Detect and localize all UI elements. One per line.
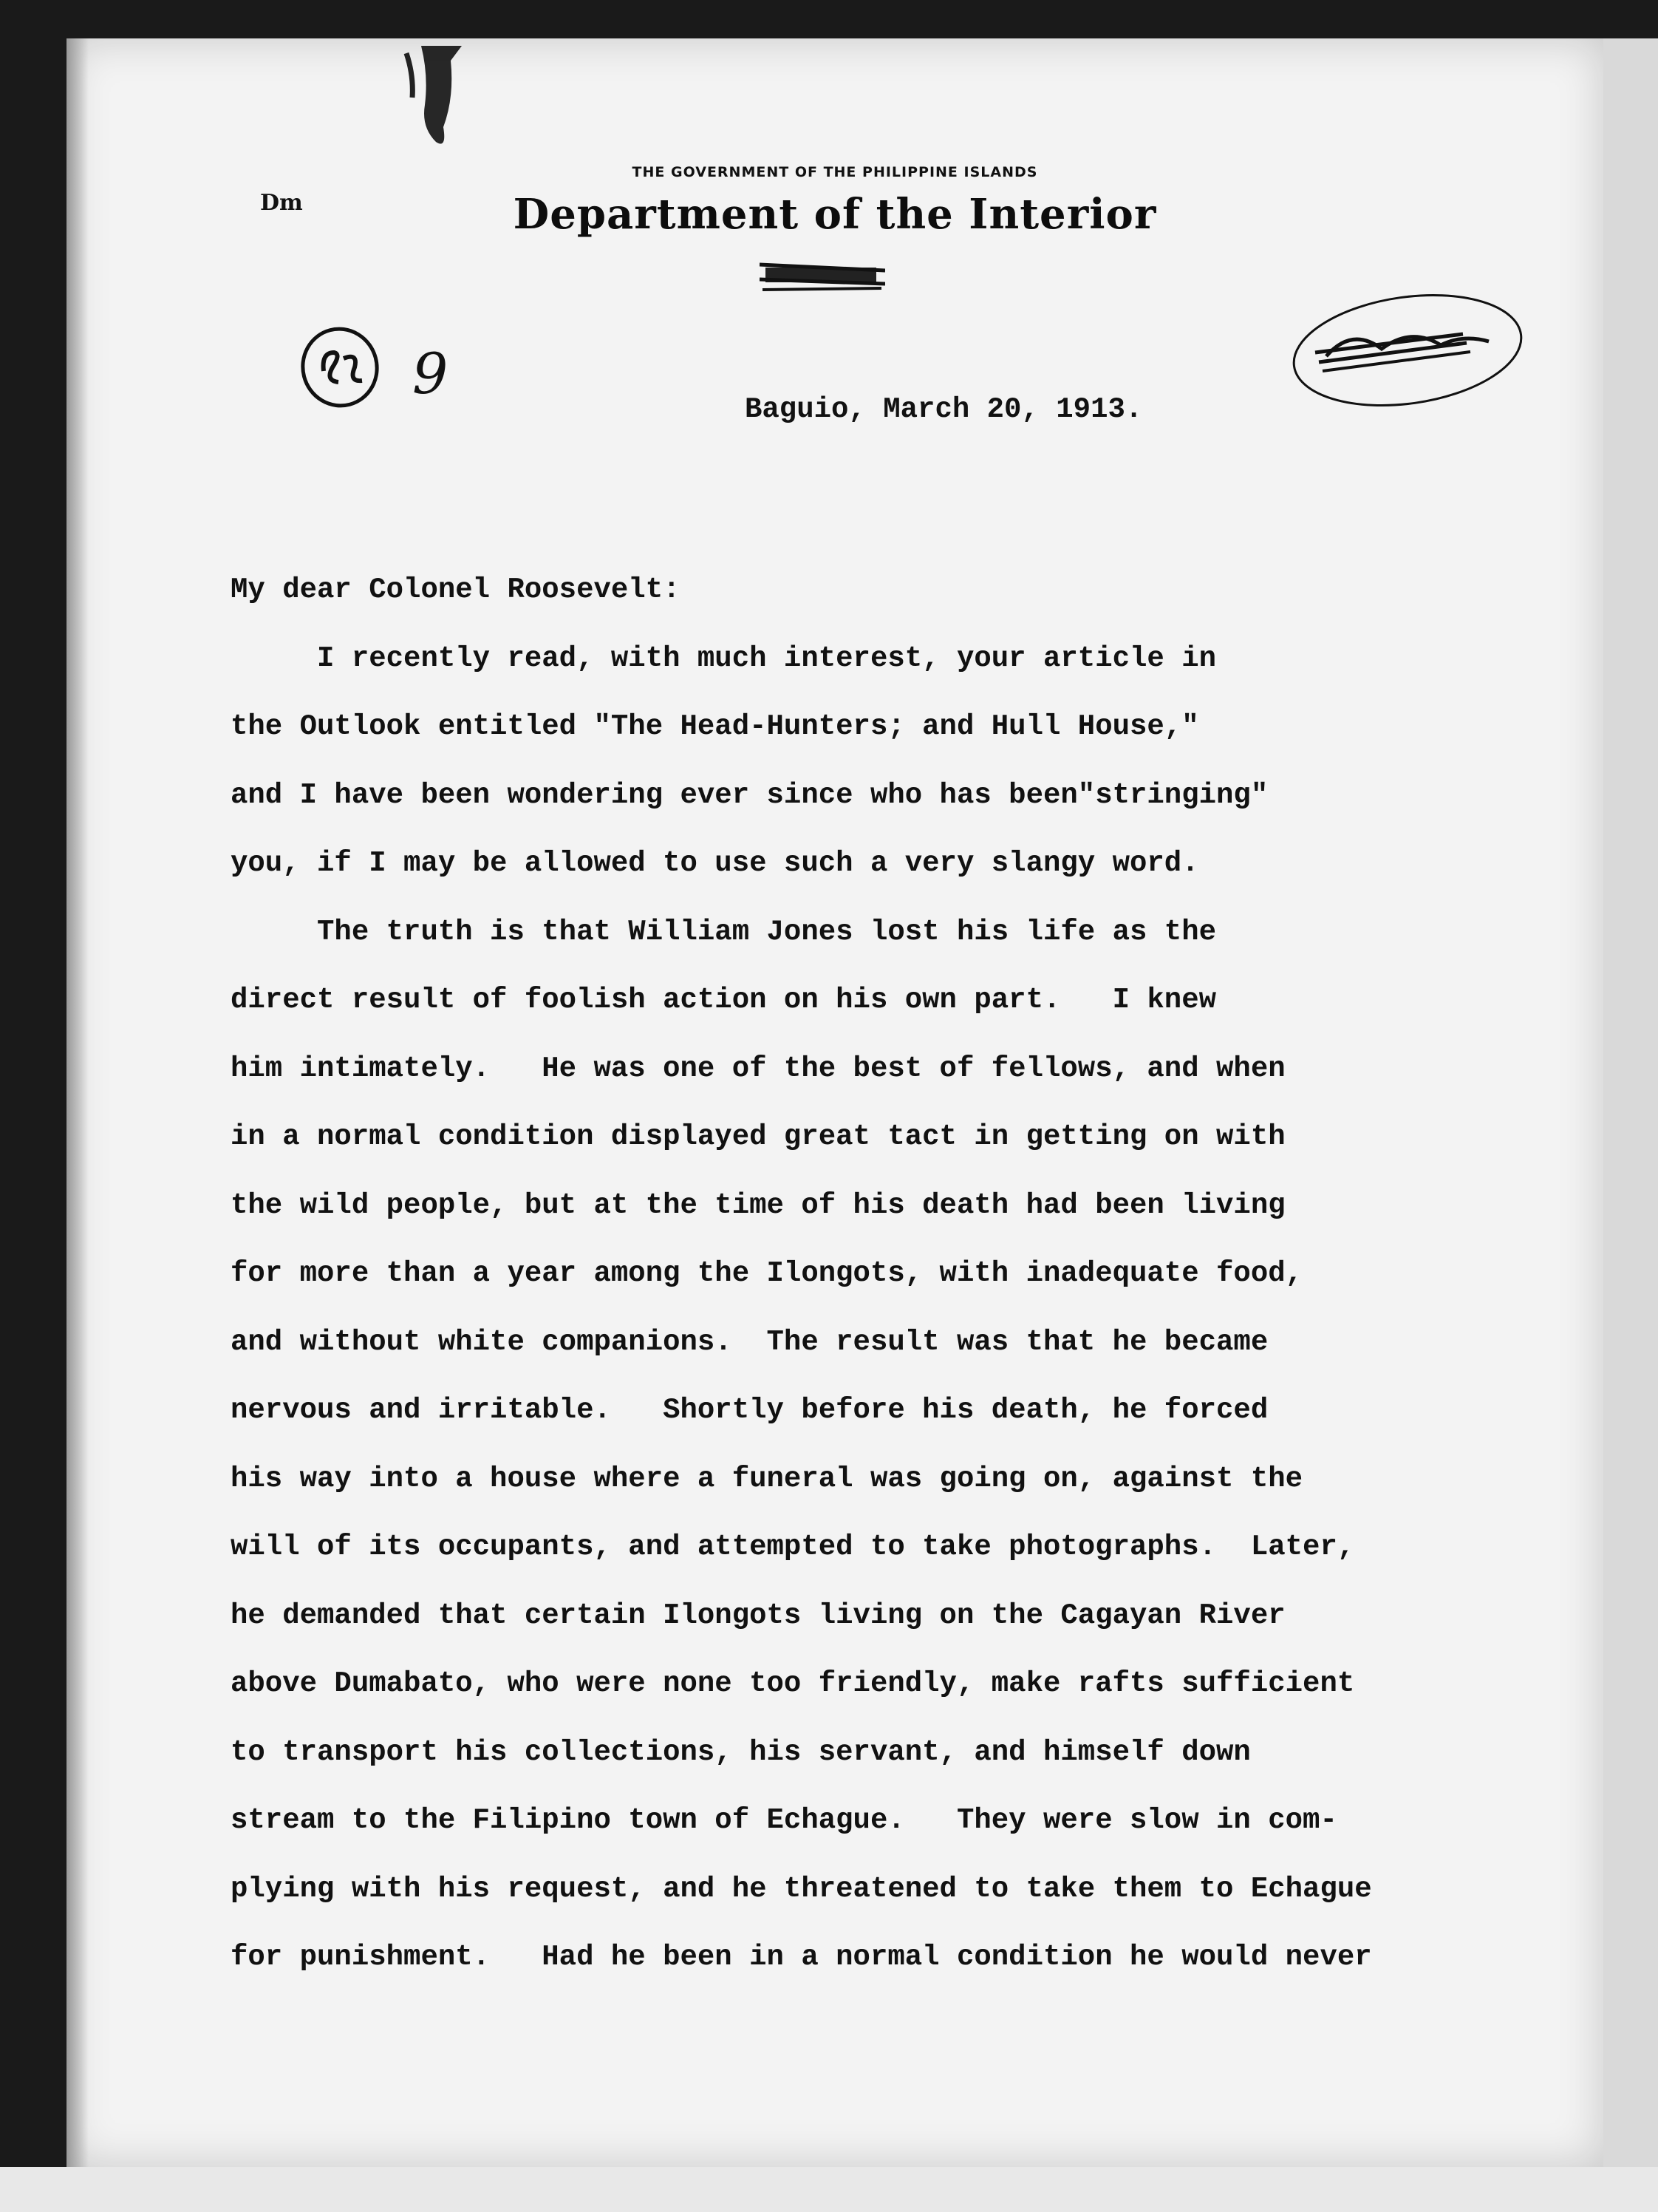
letter-line: and I have been wondering ever since who has been"stringing" (231, 778, 1269, 811)
struck-out-location (760, 254, 885, 296)
handwritten-number: 9 (412, 341, 448, 406)
letter-line: plying with his request, and he threatened to take them to Echague (231, 1872, 1372, 1905)
letter-line: the wild people, but at the time of his death had been living (231, 1188, 1286, 1222)
letter-body (231, 556, 1590, 1992)
department-heading: Department of the Interior (513, 190, 1157, 239)
letter-line: the Outlook entitled "The Head-Hunters; and Hull House," (231, 710, 1199, 743)
letter-dateline: Baguio, March 20, 1913. (745, 393, 1143, 426)
letter-line: and without white companions. The result was that he became (231, 1325, 1269, 1358)
ink-mark-top (392, 46, 480, 157)
handwritten-circled-number (288, 301, 480, 449)
letter-line: nervous and irritable. Shortly before his death, he forced (231, 1394, 1269, 1426)
letter-line: for more than a year among the Ilongots, with inadequate food, (231, 1257, 1303, 1290)
scan-background-right (1603, 38, 1658, 2212)
letter-salutation: My dear Colonel Roosevelt: (231, 574, 680, 606)
letter-line: stream to the Filipino town of Echague. They were slow in com- (231, 1804, 1337, 1837)
letter-line: direct result of foolish action on his own part. I knew (231, 984, 1217, 1016)
government-heading: THE GOVERNMENT OF THE PHILIPPINE ISLANDS (632, 164, 1038, 180)
initials-dm: Dm (260, 190, 303, 216)
letter-line: I recently read, with much interest, your article in (231, 642, 1217, 675)
circled-crossed-out-note (1286, 282, 1529, 419)
letter-line: for punishment. Had he been in a normal condition he would never (231, 1941, 1372, 1973)
letter-page (66, 38, 1603, 2167)
letter-line: above Dumabato, who were none too friendly, make rafts sufficient (231, 1667, 1355, 1700)
letter-line: his way into a house where a funeral was going on, against the (231, 1462, 1303, 1495)
letter-line: in a normal condition displayed great tact in getting on with (231, 1120, 1286, 1153)
letter-line: The truth is that William Jones lost his life as the (231, 915, 1217, 948)
letter-line: will of its occupants, and attempted to take photographs. Later, (231, 1531, 1355, 1563)
letter-line: you, if I may be allowed to use such a very slangy word. (231, 847, 1199, 879)
scan-background-bottom (0, 2167, 1658, 2212)
letter-line: to transport his collections, his servant, and himself down (231, 1735, 1251, 1769)
letter-line: him intimately. He was one of the best of fellows, and when (231, 1052, 1286, 1085)
letter-line: he demanded that certain Ilongots living on the Cagayan River (231, 1599, 1286, 1632)
